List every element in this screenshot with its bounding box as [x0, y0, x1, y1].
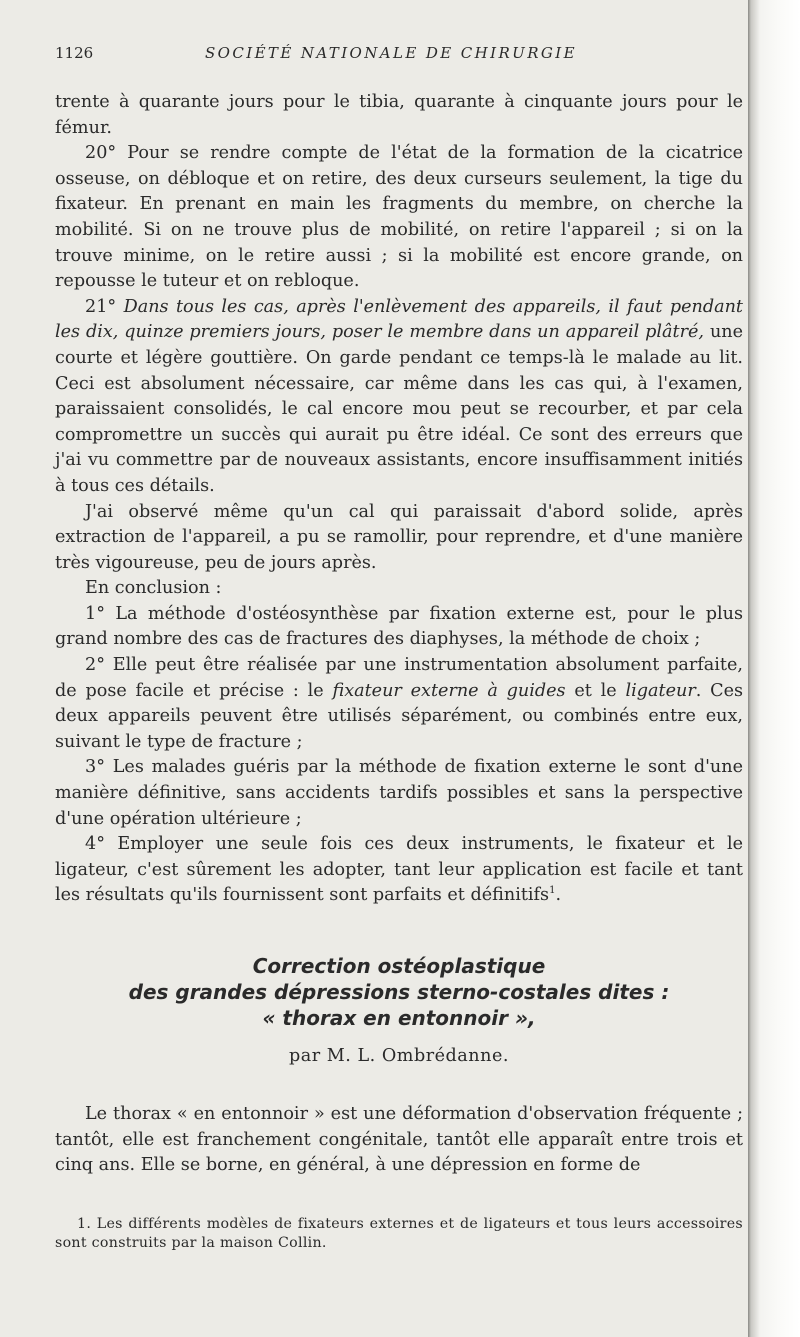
fixateur-term: fixateur externe à guides — [332, 680, 566, 701]
paragraph-20: 20° Pour se rendre compte de l'état de la formation de la cicatrice osseuse, on débloque et on retire, des deux curseurs seulement, la tige du fixateur. En prenant en main les fragments du membre, on cherche la mobilité. Si on ne trouve plus de mobilité, on retire l'appareil ; si on la trouve minime, on le retire aussi ; si la mobilité est encore grande, on repousse le tuteur et on rebloque. — [55, 143, 743, 292]
article-title-line-2: des grandes dépressions sterno-costales dites : — [128, 980, 670, 1004]
conclusion-item-2-text-a: 2° Elle peut être réalisée par une instrumentation absolument parfaite, de pose facile et précise : le — [55, 655, 743, 701]
paragraph-observation: J'ai observé même qu'un cal qui paraissait d'abord solide, après extraction de l'appareil, a pu se ramollir, pour reprendre, et d'une manière très vigoureuse, peu de jours après. — [55, 501, 743, 573]
main-text — [55, 90, 743, 909]
paragraph-21-number: 21° — [85, 296, 117, 317]
conclusion-item-4-end: . — [555, 885, 562, 906]
footnote-text: 1. Les différents modèles de fixateurs externes et de ligateurs et tous leurs accessoires sont construits par la maison Collin. — [55, 1216, 743, 1251]
conclusion-item-2-text-b: et le — [574, 680, 617, 701]
page-number: 1126 — [55, 44, 94, 62]
article-byline: par M. L. Ombrédanne. — [289, 1046, 509, 1066]
article-intro-text — [55, 1102, 743, 1179]
conclusion-item-2 — [55, 653, 743, 755]
page-edge-shadow — [748, 0, 800, 1337]
article-title-line-1: Correction ostéoplastique — [252, 954, 546, 978]
paragraph-21-italic: Dans tous les cas, après l'enlèvement des appareils, il faut pendant les dix, quinze premiers jours, poser le membre dans un appareil plâtré, — [55, 296, 743, 343]
ligateur-term: ligateur — [625, 680, 696, 701]
paragraph-conclusion-heading: En conclusion : — [85, 578, 222, 599]
conclusion-item-4-text: 4° Employer une seule fois ces deux instruments, le fixateur et le ligateur, c'est sûrement les adopter, tant leur application est facile et tant les résultats qu'ils fournissent sont parfaits et définitifs — [55, 834, 743, 906]
running-title: SOCIÉTÉ NATIONALE DE CHIRURGIE — [205, 44, 577, 62]
article-title-line-3: « thorax en entonnoir », — [262, 1006, 536, 1030]
conclusion-item-4 — [55, 832, 743, 909]
paragraph-continued: trente à quarante jours pour le tibia, quarante à cinquante jours pour le fémur. — [55, 92, 743, 138]
footnote — [55, 1215, 743, 1253]
paragraph-21 — [55, 295, 743, 500]
conclusion-item-2-text-c: . Ces deux appareils peuvent être utilisés séparément, ou combinés entre eux, suivant le type de fracture ; — [55, 680, 744, 752]
article-intro-paragraph: Le thorax « en entonnoir » est une déformation d'observation fréquente ; tantôt, elle est franchement congénitale, tantôt elle apparaît entre trois et cinq ans. Elle se borne, en général, à une dépression en forme de — [55, 1104, 743, 1176]
article-title — [55, 953, 743, 1031]
conclusion-item-1: 1° La méthode d'ostéosynthèse par fixation externe est, pour le plus grand nombre des cas de fractures des diaphyses, la méthode de choix ; — [55, 603, 743, 650]
conclusion-item-3: 3° Les malades guéris par la méthode de fixation externe le sont d'une manière définitive, sans accidents tardifs possibles et sans la perspective d'une opération ultérieure ; — [55, 757, 743, 829]
paragraph-21-rest: une courte et légère gouttière. On garde pendant ce temps-là le malade au lit. Ceci est absolument nécessaire, car même dans les cas qui, à l'examen, paraissaient consolidés, le cal encore mou peut se recourber, et par cela compromettre un succès qui aurait pu être idéal. Ce sont des erreurs que j'ai vu commettre par de nouveaux assistants, encore insuffisamment initiés à tous ces détails. — [55, 322, 744, 496]
page-header — [55, 44, 745, 66]
footnote-marker: 1 — [549, 885, 556, 897]
